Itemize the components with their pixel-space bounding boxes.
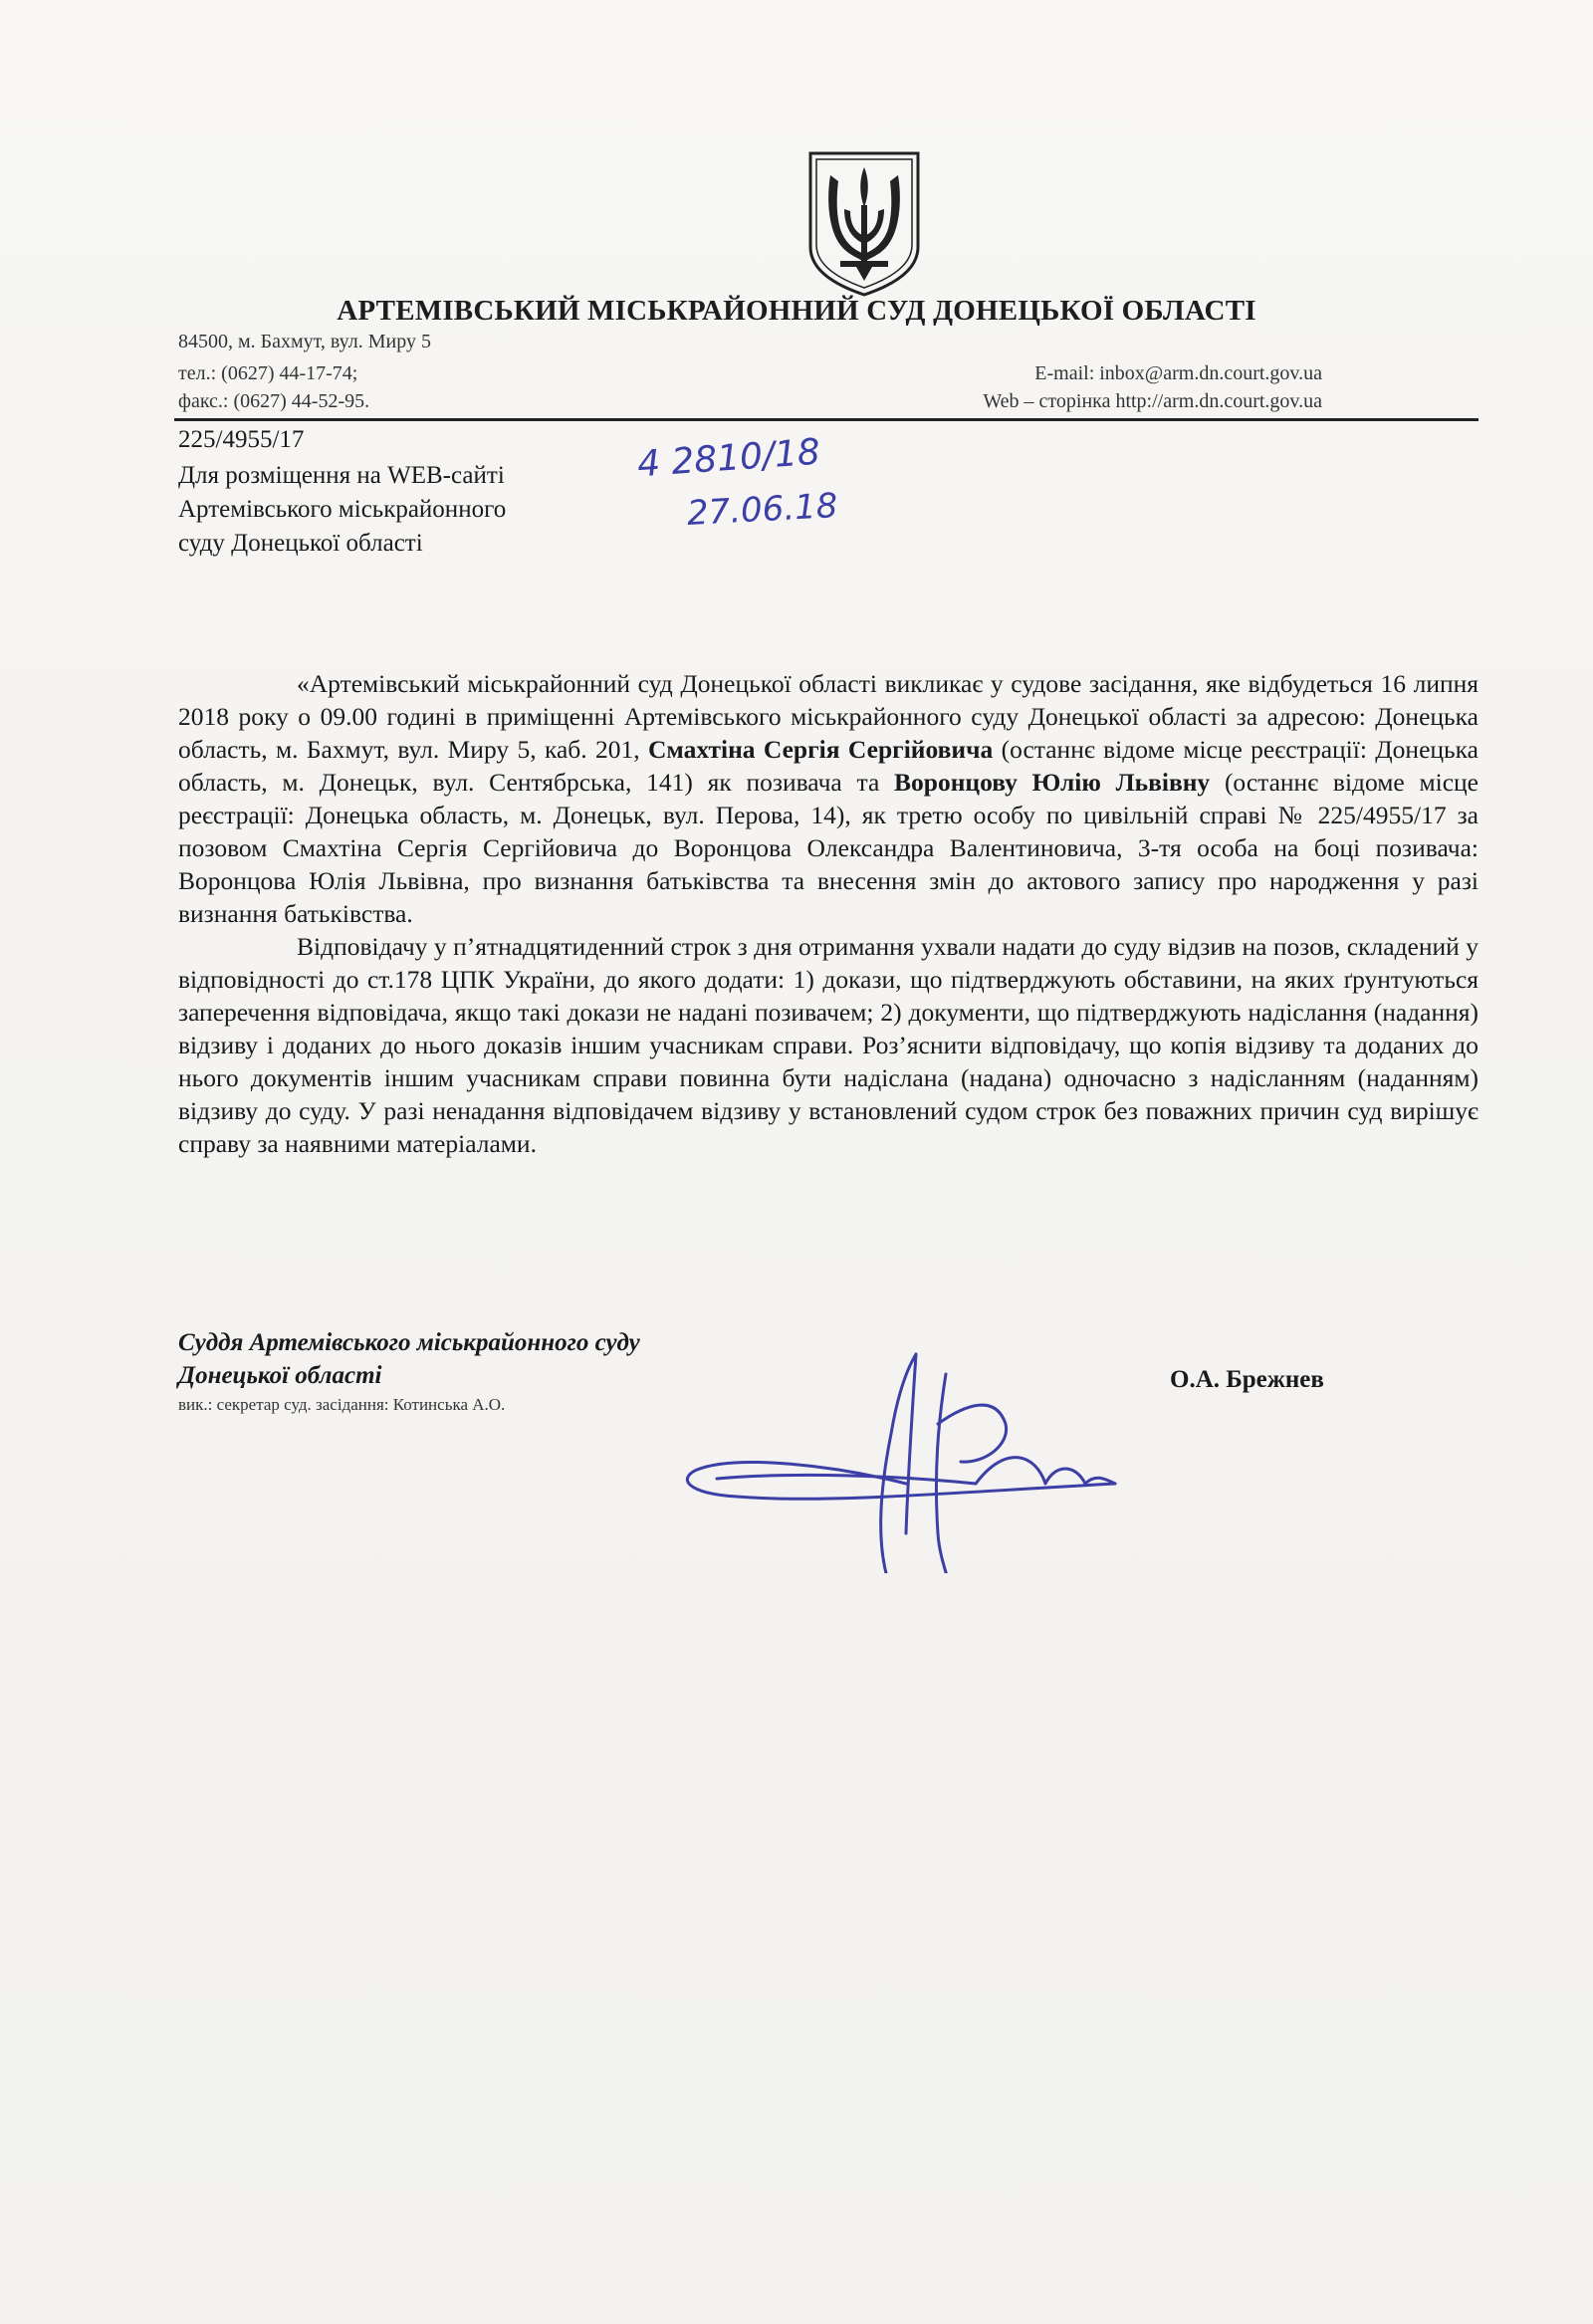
party-name: Смахтіна Сергія Сергійовича [647, 735, 994, 764]
placement-note-line: Артемівського міськрайонного [178, 496, 507, 523]
placement-note [178, 459, 506, 561]
notice-body [178, 667, 1479, 1160]
notice-text-segment: (останнє відоме місце реєстрації: Донецька область, м. Донецьк, вул. Сентябрська, 141) як позивача та [178, 735, 1479, 797]
court-name-heading: АРТЕМІВСЬКИЙ МІСЬКРАЙОННИЙ СУД ДОНЕЦЬКОЇ ОБЛАСТІ [337, 295, 1256, 327]
judge-title-line: Суддя Артемівського міськрайонного суду [178, 1329, 640, 1356]
court-address: 84500, м. Бахмут, вул. Миру 5 [178, 331, 431, 352]
header-divider [174, 418, 1479, 421]
placement-note-line: суду Донецької області [178, 530, 423, 557]
court-fax: факс.: (0627) 44-52-95. [178, 390, 370, 412]
court-phone: тел.: (0627) 44-17-74; [178, 362, 358, 384]
handwritten-registration-number: 4 2810/18 [635, 431, 822, 486]
trident-coat-of-arms-icon [804, 149, 924, 297]
handwritten-registration-date: 27.06.18 [686, 486, 839, 534]
secretary-note: вик.: секретар суд. засідання: Котинська А.О. [178, 1395, 506, 1414]
party-name: Воронцову Юлію Львівну [894, 768, 1211, 797]
notice-paragraph-response: Відповідачу у п’ятнадцятиденний строк з дня отримання ухвали надати до суду відзив на позов, складений у відповідності до ст.178 ЦПК України, до якого додати: 1) докази, що підтверджують обставини, на яких ґрунтуються заперечення відповідача, якщо такі докази не надані позивачем; 2) документи, що підтверджують надіслання (надання) відзиву і доданих до нього доказів іншим учасникам справи. Роз’яснити відповідачу, що копія відзиву та доданих до нього документів іншим учасникам справи повинна бути надіслана (надана) одночасно з надісланням (наданням) відзиву до суду. У разі ненадання відповідачем відзиву у встановлений судом строк без поважних причин суд вирішує справу за наявними матеріалами. [178, 932, 1479, 1158]
judge-title [178, 1326, 640, 1392]
notice-text-segment: «Артемівський міськрайонний суд Донецької області викликає у судове засідання, яке відбудеться 16 липня 2018 року о 09.00 годині в приміщенні Артемівського міськрайонного суду Донецької області за адресою: Донецька область, м. Бахмут, вул. Миру 5, каб. 201, [178, 669, 1479, 764]
court-email: E-mail: inbox@arm.dn.court.gov.ua [1034, 362, 1322, 384]
notice-text-segment: (останнє відоме місце реєстрації: Донецька область, м. Донецьк, вул. Перова, 14), як третю особу по цивільній справі № 225/4955/17 за позовом Смахтіна Сергія Сергійовича до Воронцова Олександра Валентиновича, 3-тя особа на боці позивача: Воронцова Юлія Львівна, про визнання батьківства та внесення змін до актового запису про народження у разі визнання батьківства. [178, 768, 1479, 928]
court-website: Web – сторінка http://arm.dn.court.gov.ua [983, 390, 1322, 412]
judge-title-line: Донецької області [178, 1362, 382, 1389]
placement-note-line: Для розміщення на WEB-сайті [178, 462, 505, 489]
case-number: 225/4955/17 [178, 426, 305, 453]
judge-name: О.А. Брежнев [1170, 1366, 1324, 1393]
handwritten-signature [677, 1334, 1125, 1573]
notice-paragraph-summons [178, 667, 1479, 930]
